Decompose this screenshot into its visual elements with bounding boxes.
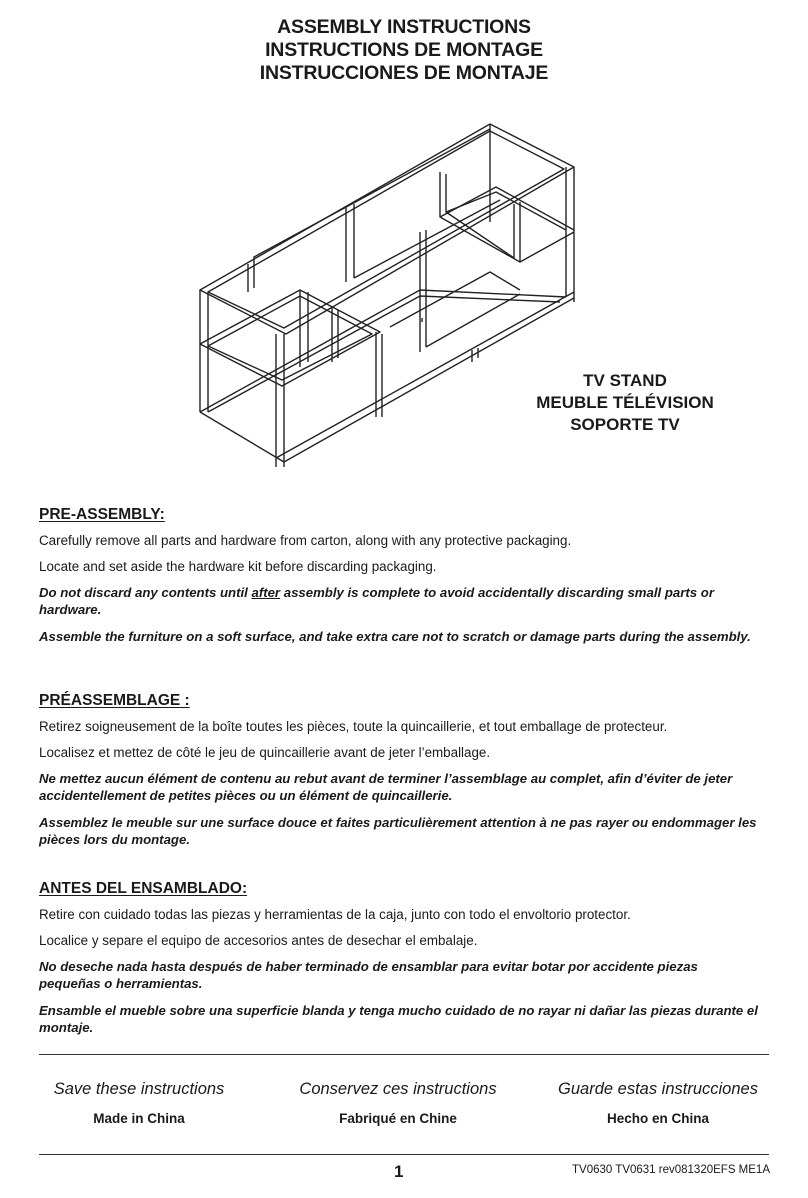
instruction-paragraph: Carefully remove all parts and hardware from carton, along with any protective packaging. <box>39 533 572 548</box>
footer-english <box>9 1080 269 1126</box>
instruction-paragraph: Localisez et mettez de côté le jeu de quincaillerie avant de jeter l’emballage. <box>39 745 491 760</box>
section-heading: ANTES DEL ENSAMBLADO: <box>39 880 248 897</box>
title-spanish: INSTRUCCIONES DE MONTAJE <box>259 62 549 84</box>
warning-paragraph: Ne mettez aucun élément de contenu au rebut avant de terminer l’assemblage au complet, afin d’éviter de jeter accidentellement de petites pièces ou un élément de quincaillerie. <box>39 771 733 803</box>
document-title <box>0 16 808 85</box>
emphasis-after: after <box>251 585 281 600</box>
instruction-paragraph: Retirez soigneusement de la boîte toutes les pièces, toute la quincaillerie, et tout emballage de protecteur. <box>39 719 668 734</box>
save-instructions-english: Save these instructions <box>53 1080 225 1098</box>
instruction-paragraph: Locate and set aside the hardware kit before discarding packaging. <box>39 559 437 574</box>
warning-paragraph: Assemble the furniture on a soft surface, and take extra care not to scratch or damage parts during the assembly. <box>39 629 751 644</box>
divider <box>39 1054 769 1055</box>
save-instructions-french: Conservez ces instructions <box>299 1080 497 1098</box>
instruction-paragraph: Retire con cuidado todas las piezas y herramientas de la caja, junto con todo el envoltorio protector. <box>39 907 631 922</box>
section-heading: PRÉASSEMBLAGE : <box>39 692 190 709</box>
document-code: TV0630 TV0631 rev081320EFS ME1A <box>572 1164 770 1176</box>
save-instructions-spanish: Guarde estas instrucciones <box>558 1080 758 1098</box>
title-french: INSTRUCTIONS DE MONTAGE <box>265 39 543 61</box>
product-name-english: TV STAND <box>583 371 667 390</box>
page-number: 1 <box>394 1162 404 1181</box>
title-english: ASSEMBLY INSTRUCTIONS <box>277 16 531 38</box>
footer-spanish <box>528 1080 788 1126</box>
product-name-french: MEUBLE TÉLÉVISION <box>536 393 714 412</box>
divider <box>39 1154 769 1155</box>
warning-paragraph: Do not discard any contents until after assembly is complete to avoid accidentally discarding small parts or hardware. <box>39 585 714 617</box>
pre-assembly-section-spanish <box>39 880 759 1046</box>
warning-paragraph: Assemblez le meuble sur une surface douce et faites particulièrement attention à ne pas rayer ou endommager les pièces lors du montage. <box>39 815 757 847</box>
warning-paragraph: No deseche nada hasta después de haber terminado de ensamblar para evitar botar por accidente piezas pequeñas o herramientas. <box>39 959 698 991</box>
footer-french <box>268 1080 528 1126</box>
warning-paragraph: Ensamble el mueble sobre una superficie blanda y tenga mucho cuidado de no rayar ni dañar las piezas durante el montaje. <box>39 1003 758 1035</box>
product-name <box>510 370 740 436</box>
instruction-paragraph: Localice y separe el equipo de accesorios antes de desechar el embalaje. <box>39 933 478 948</box>
section-heading: PRE-ASSEMBLY: <box>39 506 165 523</box>
pre-assembly-section-french <box>39 692 759 858</box>
pre-assembly-section-english <box>39 506 759 655</box>
made-in-french: Fabriqué en Chine <box>339 1111 457 1126</box>
product-name-spanish: SOPORTE TV <box>570 415 680 434</box>
made-in-spanish: Hecho en China <box>606 1111 709 1126</box>
made-in-english: Made in China <box>93 1111 185 1126</box>
